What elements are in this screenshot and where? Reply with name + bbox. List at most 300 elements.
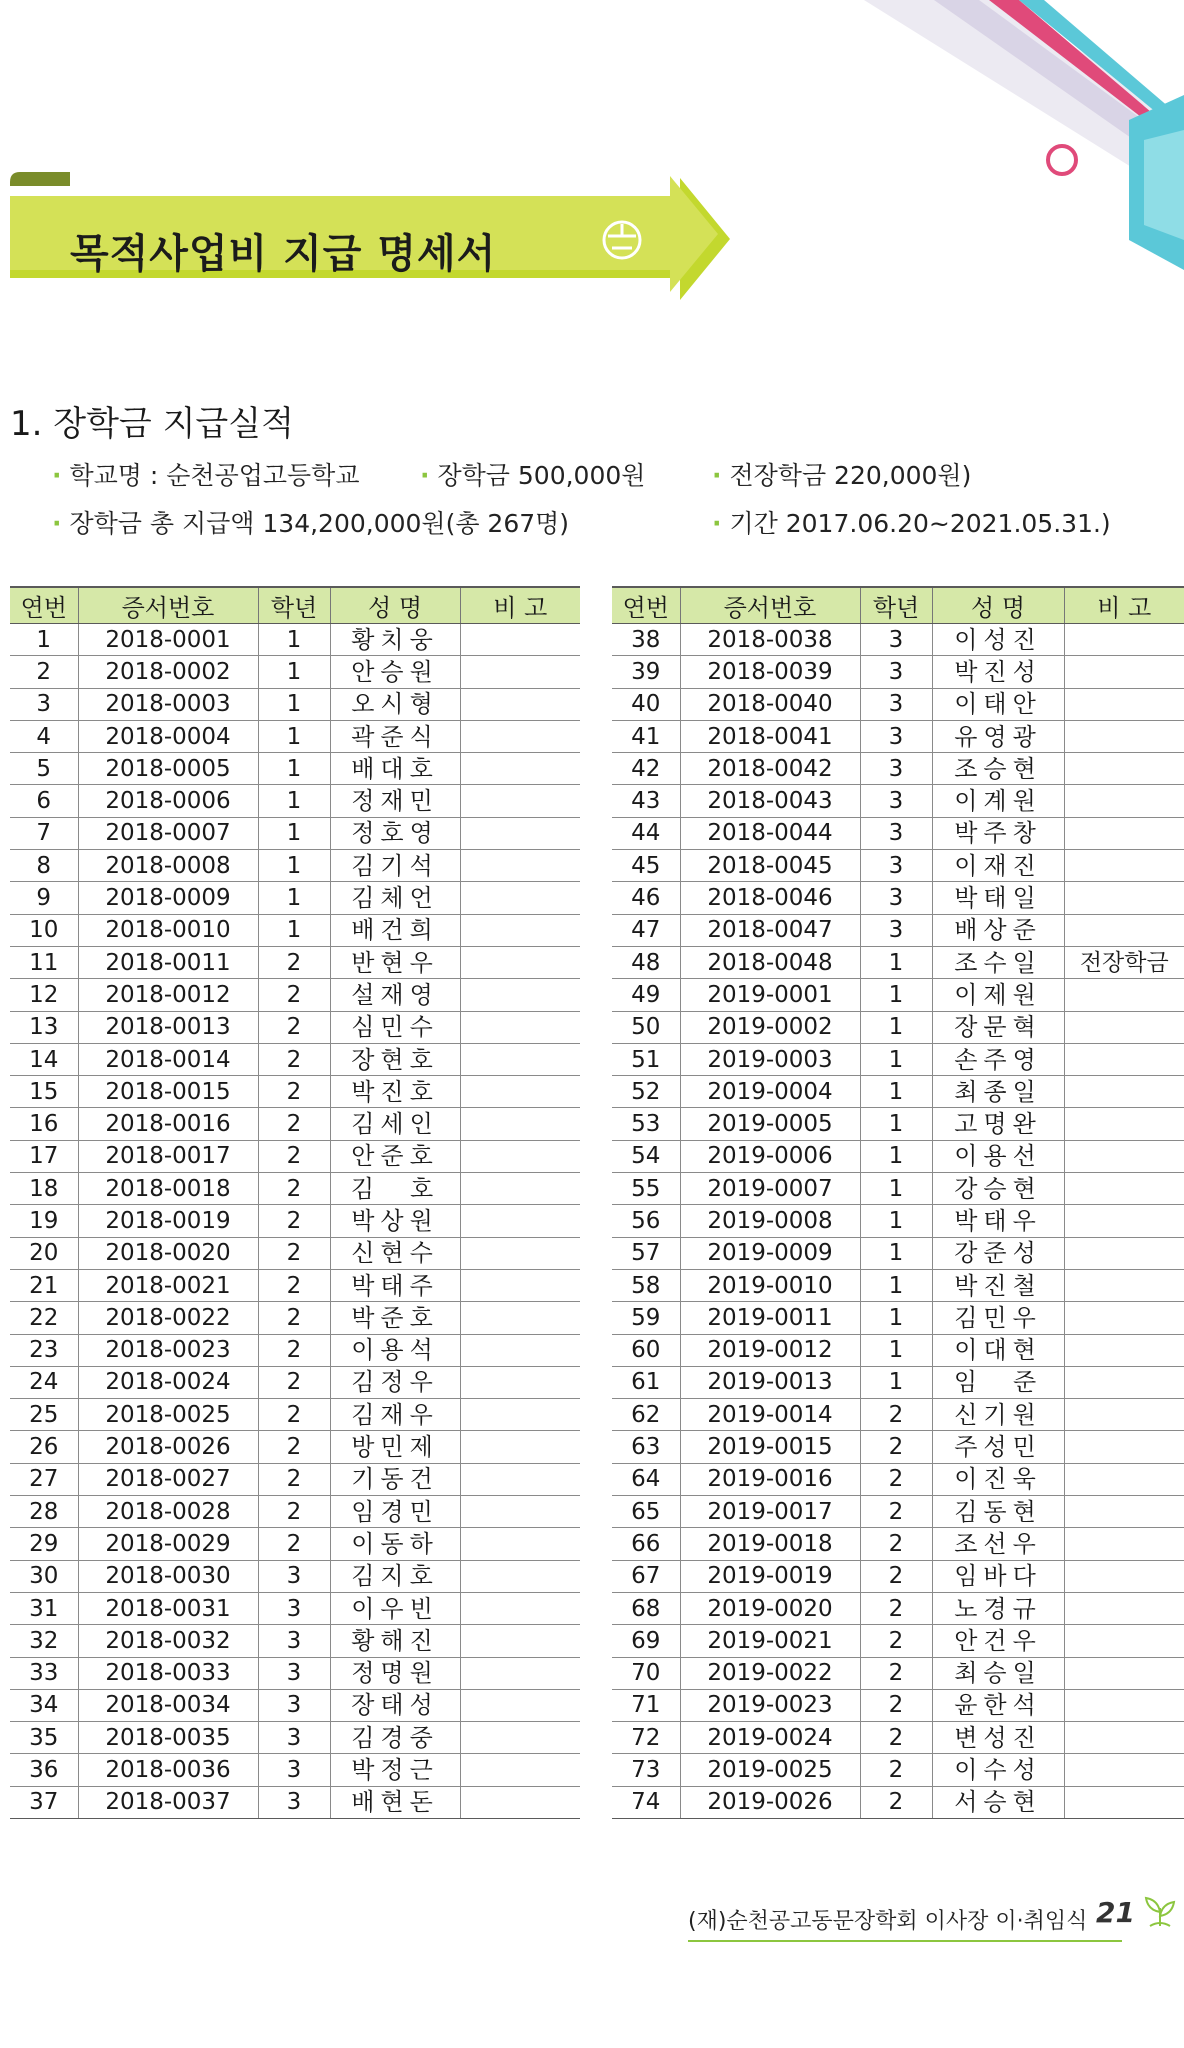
- cell-note: [460, 1722, 580, 1754]
- cell-grade: 2: [860, 1754, 932, 1786]
- cell-cert-number: 2018-0007: [78, 817, 258, 849]
- cell-cert-number: 2018-0032: [78, 1625, 258, 1657]
- cell-grade: 1: [258, 817, 330, 849]
- cell-cert-number: 2019-0014: [680, 1399, 860, 1431]
- table-row: [612, 624, 1184, 656]
- cell-name: 이우빈: [330, 1592, 460, 1624]
- cell-no: 44: [612, 817, 680, 849]
- table-row: [612, 1173, 1184, 1205]
- cell-cert-number: 2018-0037: [78, 1786, 258, 1818]
- cell-cert-number: 2018-0009: [78, 882, 258, 914]
- cell-no: 53: [612, 1108, 680, 1140]
- cell-name: 박태주: [330, 1269, 460, 1301]
- cell-name: 배대호: [330, 753, 460, 785]
- cell-no: 38: [612, 624, 680, 656]
- cell-name: 강승현: [932, 1173, 1064, 1205]
- cell-name: 이수성: [932, 1754, 1064, 1786]
- cell-cert-number: 2018-0003: [78, 688, 258, 720]
- info-full-scholarship: · 전장학금 220,000원): [712, 461, 972, 490]
- cell-cert-number: 2018-0004: [78, 720, 258, 752]
- cell-no: 5: [10, 753, 78, 785]
- cell-note: [460, 946, 580, 978]
- table-row: [10, 1625, 580, 1657]
- cell-grade: 3: [258, 1754, 330, 1786]
- table-row: [10, 1528, 580, 1560]
- cell-name: 김정우: [330, 1366, 460, 1398]
- cell-note: [460, 785, 580, 817]
- cell-note: [1064, 979, 1184, 1011]
- cell-grade: 3: [258, 1689, 330, 1721]
- table-row: [10, 1463, 580, 1495]
- cell-name: 김기석: [330, 850, 460, 882]
- table-row: [612, 753, 1184, 785]
- cell-note: [1064, 624, 1184, 656]
- cell-no: 70: [612, 1657, 680, 1689]
- cell-note: [1064, 1657, 1184, 1689]
- cell-cert-number: 2018-0023: [78, 1334, 258, 1366]
- cell-name: 임바다: [932, 1560, 1064, 1592]
- cell-note: [460, 1592, 580, 1624]
- table-row: [10, 720, 580, 752]
- table-row: [10, 1560, 580, 1592]
- cell-no: 32: [10, 1625, 78, 1657]
- cell-note: [1064, 688, 1184, 720]
- table-row: [612, 1334, 1184, 1366]
- cell-cert-number: 2019-0001: [680, 979, 860, 1011]
- cell-note: [460, 1560, 580, 1592]
- cell-no: 21: [10, 1269, 78, 1301]
- cell-grade: 2: [860, 1689, 932, 1721]
- cell-note: [1064, 1269, 1184, 1301]
- table-row: [10, 1108, 580, 1140]
- cell-note: [460, 882, 580, 914]
- table-row: [612, 850, 1184, 882]
- cell-note: [1064, 1399, 1184, 1431]
- cell-name: 서승현: [932, 1786, 1064, 1818]
- cell-note: [460, 1076, 580, 1108]
- cell-name: 박태우: [932, 1205, 1064, 1237]
- cell-cert-number: 2019-0002: [680, 1011, 860, 1043]
- table-row: [10, 785, 580, 817]
- cell-cert-number: 2018-0020: [78, 1237, 258, 1269]
- cell-grade: 1: [860, 946, 932, 978]
- cell-grade: 2: [258, 1011, 330, 1043]
- cell-grade: 3: [860, 720, 932, 752]
- cell-name: 정재민: [330, 785, 460, 817]
- table-row: [10, 1334, 580, 1366]
- table-row: [10, 882, 580, 914]
- cell-cert-number: 2019-0016: [680, 1463, 860, 1495]
- cell-no: 45: [612, 850, 680, 882]
- cell-no: 18: [10, 1173, 78, 1205]
- cell-name: 이계원: [932, 785, 1064, 817]
- cell-note: [460, 817, 580, 849]
- cell-note: [1064, 817, 1184, 849]
- cell-grade: 2: [258, 1140, 330, 1172]
- cell-cert-number: 2018-0034: [78, 1689, 258, 1721]
- table-row: [10, 979, 580, 1011]
- col-header-cert: 증서번호: [78, 587, 258, 624]
- cell-grade: 2: [258, 1269, 330, 1301]
- table-row: [612, 1657, 1184, 1689]
- cell-cert-number: 2019-0003: [680, 1043, 860, 1075]
- cell-grade: 2: [258, 1076, 330, 1108]
- cell-grade: 2: [860, 1463, 932, 1495]
- cell-cert-number: 2018-0002: [78, 656, 258, 688]
- cell-grade: 3: [860, 688, 932, 720]
- cell-grade: 2: [860, 1431, 932, 1463]
- table-row: [612, 720, 1184, 752]
- cell-cert-number: 2018-0043: [680, 785, 860, 817]
- banner-title: 목적사업비 지급 명세서: [70, 231, 497, 277]
- cell-cert-number: 2018-0015: [78, 1076, 258, 1108]
- cell-grade: 2: [258, 1366, 330, 1398]
- cell-name: 배현돈: [330, 1786, 460, 1818]
- cell-note: [1064, 1140, 1184, 1172]
- cell-name: 김체언: [330, 882, 460, 914]
- cell-cert-number: 2018-0029: [78, 1528, 258, 1560]
- cell-no: 55: [612, 1173, 680, 1205]
- cell-grade: 1: [860, 1011, 932, 1043]
- cell-name: 김재우: [330, 1399, 460, 1431]
- cell-no: 10: [10, 914, 78, 946]
- cell-no: 61: [612, 1366, 680, 1398]
- cell-grade: 2: [258, 979, 330, 1011]
- cell-note: [1064, 1334, 1184, 1366]
- col-header-no: 연번: [10, 587, 78, 624]
- cell-grade: 2: [258, 1237, 330, 1269]
- cell-note: [460, 1366, 580, 1398]
- cell-cert-number: 2018-0042: [680, 753, 860, 785]
- cell-grade: 2: [258, 1302, 330, 1334]
- table-row: [612, 1463, 1184, 1495]
- cell-no: 9: [10, 882, 78, 914]
- cell-note: [1064, 850, 1184, 882]
- table-row: [612, 1399, 1184, 1431]
- cell-name: 이제원: [932, 979, 1064, 1011]
- cell-note: [1064, 914, 1184, 946]
- cell-cert-number: 2019-0011: [680, 1302, 860, 1334]
- cell-note: [1064, 656, 1184, 688]
- table-row: [10, 656, 580, 688]
- table-row: [10, 1011, 580, 1043]
- table-row: [10, 1496, 580, 1528]
- table-row: [612, 914, 1184, 946]
- cell-note: [1064, 785, 1184, 817]
- cell-cert-number: 2018-0047: [680, 914, 860, 946]
- cell-cert-number: 2018-0005: [78, 753, 258, 785]
- cell-grade: 3: [860, 656, 932, 688]
- cell-note: [460, 1754, 580, 1786]
- cell-no: 67: [612, 1560, 680, 1592]
- cell-name: 주성민: [932, 1431, 1064, 1463]
- table-row: [612, 1237, 1184, 1269]
- cell-note: [460, 1108, 580, 1140]
- cell-name: 박준호: [330, 1302, 460, 1334]
- cell-no: 28: [10, 1496, 78, 1528]
- table-row: [10, 688, 580, 720]
- cell-name: 오시형: [330, 688, 460, 720]
- cell-cert-number: 2018-0022: [78, 1302, 258, 1334]
- cell-no: 49: [612, 979, 680, 1011]
- cell-grade: 2: [258, 1496, 330, 1528]
- cell-no: 39: [612, 656, 680, 688]
- cell-note: [460, 1205, 580, 1237]
- cell-grade: 1: [860, 979, 932, 1011]
- cell-name: 정호영: [330, 817, 460, 849]
- cell-grade: 2: [258, 1108, 330, 1140]
- cell-note: [460, 979, 580, 1011]
- cell-note: [460, 1140, 580, 1172]
- table-row: [10, 1592, 580, 1624]
- cell-grade: 3: [258, 1657, 330, 1689]
- cell-name: 박태일: [932, 882, 1064, 914]
- cell-cert-number: 2018-0016: [78, 1108, 258, 1140]
- cell-no: 15: [10, 1076, 78, 1108]
- cell-name: 배건희: [330, 914, 460, 946]
- cell-no: 56: [612, 1205, 680, 1237]
- cell-no: 19: [10, 1205, 78, 1237]
- cell-grade: 3: [860, 850, 932, 882]
- cell-name: 설재영: [330, 979, 460, 1011]
- cell-no: 4: [10, 720, 78, 752]
- cell-name: 김동현: [932, 1496, 1064, 1528]
- cell-name: 이태안: [932, 688, 1064, 720]
- cell-name: 장문혁: [932, 1011, 1064, 1043]
- cell-no: 7: [10, 817, 78, 849]
- cell-note: [1064, 1560, 1184, 1592]
- table-header-row: [612, 587, 1184, 624]
- cell-no: 16: [10, 1108, 78, 1140]
- cell-no: 63: [612, 1431, 680, 1463]
- cell-no: 58: [612, 1269, 680, 1301]
- table-row: [612, 1302, 1184, 1334]
- cell-no: 43: [612, 785, 680, 817]
- cell-grade: 3: [258, 1592, 330, 1624]
- cell-note: [460, 1657, 580, 1689]
- cell-cert-number: 2019-0008: [680, 1205, 860, 1237]
- cell-grade: 1: [258, 656, 330, 688]
- col-header-name: 성 명: [932, 587, 1064, 624]
- cell-grade: 1: [860, 1269, 932, 1301]
- cell-no: 62: [612, 1399, 680, 1431]
- cell-note: [460, 850, 580, 882]
- cell-note: [460, 720, 580, 752]
- cell-grade: 2: [860, 1560, 932, 1592]
- cell-note: [1064, 1076, 1184, 1108]
- cell-name: 최승일: [932, 1657, 1064, 1689]
- cell-grade: 2: [860, 1657, 932, 1689]
- cell-note: [460, 624, 580, 656]
- cell-grade: 3: [860, 753, 932, 785]
- cell-note: [460, 1334, 580, 1366]
- cell-cert-number: 2019-0024: [680, 1722, 860, 1754]
- cell-note: [1064, 882, 1184, 914]
- cell-no: 69: [612, 1625, 680, 1657]
- cell-name: 변성진: [932, 1722, 1064, 1754]
- table-row: [10, 1689, 580, 1721]
- cell-no: 22: [10, 1302, 78, 1334]
- cell-cert-number: 2019-0026: [680, 1786, 860, 1818]
- cell-no: 1: [10, 624, 78, 656]
- cell-name: 기동건: [330, 1463, 460, 1495]
- cell-note: [460, 1496, 580, 1528]
- cell-grade: 1: [860, 1043, 932, 1075]
- page-number: 21: [1096, 1896, 1135, 1929]
- cell-note: [1064, 1689, 1184, 1721]
- cell-cert-number: 2018-0028: [78, 1496, 258, 1528]
- table-row: [612, 1108, 1184, 1140]
- cell-grade: 1: [860, 1237, 932, 1269]
- col-header-note: 비 고: [1064, 587, 1184, 624]
- cell-note: [1064, 1754, 1184, 1786]
- table-row: [612, 1592, 1184, 1624]
- col-header-cert: 증서번호: [680, 587, 860, 624]
- cell-no: 68: [612, 1592, 680, 1624]
- cell-note: [460, 1237, 580, 1269]
- cell-grade: 3: [860, 785, 932, 817]
- table-row: [10, 850, 580, 882]
- cell-cert-number: 2018-0010: [78, 914, 258, 946]
- cell-note: [1064, 1463, 1184, 1495]
- cell-no: 12: [10, 979, 78, 1011]
- cell-no: 30: [10, 1560, 78, 1592]
- cell-name: 장현호: [330, 1043, 460, 1075]
- cell-note: [1064, 1108, 1184, 1140]
- table-row: [10, 1754, 580, 1786]
- cell-grade: 2: [860, 1399, 932, 1431]
- cell-cert-number: 2018-0014: [78, 1043, 258, 1075]
- cell-note: [460, 1399, 580, 1431]
- cell-no: 73: [612, 1754, 680, 1786]
- cell-name: 손주영: [932, 1043, 1064, 1075]
- cell-name: 김세인: [330, 1108, 460, 1140]
- table-row: [10, 1657, 580, 1689]
- cell-note: [460, 1011, 580, 1043]
- table-row: [612, 1496, 1184, 1528]
- cell-name: 유영광: [932, 720, 1064, 752]
- cell-cert-number: 2019-0019: [680, 1560, 860, 1592]
- cell-no: 65: [612, 1496, 680, 1528]
- table-row: [10, 1205, 580, 1237]
- cell-no: 40: [612, 688, 680, 720]
- cell-grade: 2: [258, 1043, 330, 1075]
- cell-note: [460, 1528, 580, 1560]
- table-row: [10, 1786, 580, 1818]
- cell-grade: 2: [258, 1528, 330, 1560]
- cell-note: [1064, 1043, 1184, 1075]
- corner-decoration: [804, 0, 1184, 280]
- cell-grade: 1: [860, 1173, 932, 1205]
- cell-cert-number: 2019-0009: [680, 1237, 860, 1269]
- cell-name: 고명완: [932, 1108, 1064, 1140]
- cell-cert-number: 2019-0021: [680, 1625, 860, 1657]
- table-row: [612, 1140, 1184, 1172]
- col-header-grade: 학년: [860, 587, 932, 624]
- cell-grade: 1: [860, 1076, 932, 1108]
- cell-name: 임 준: [932, 1366, 1064, 1398]
- cell-no: 26: [10, 1431, 78, 1463]
- cell-grade: 1: [258, 914, 330, 946]
- table-row: [612, 946, 1184, 978]
- cell-grade: 3: [258, 1722, 330, 1754]
- table-row: [612, 1786, 1184, 1818]
- cell-note: [1064, 1496, 1184, 1528]
- cell-no: 74: [612, 1786, 680, 1818]
- cell-name: 최종일: [932, 1076, 1064, 1108]
- cell-grade: 1: [258, 720, 330, 752]
- cell-grade: 2: [860, 1722, 932, 1754]
- cell-grade: 2: [860, 1625, 932, 1657]
- cell-name: 이용석: [330, 1334, 460, 1366]
- cell-grade: 3: [860, 882, 932, 914]
- cell-cert-number: 2018-0048: [680, 946, 860, 978]
- table-row: [10, 1043, 580, 1075]
- table-left-wrap: [10, 586, 580, 1819]
- cell-no: 47: [612, 914, 680, 946]
- cell-cert-number: 2018-0001: [78, 624, 258, 656]
- cell-grade: 1: [860, 1334, 932, 1366]
- cell-cert-number: 2018-0008: [78, 850, 258, 882]
- cell-name: 노경규: [932, 1592, 1064, 1624]
- cell-grade: 1: [258, 882, 330, 914]
- cell-grade: 1: [258, 624, 330, 656]
- leaf-icon: [1140, 1890, 1180, 1930]
- cell-cert-number: 2018-0027: [78, 1463, 258, 1495]
- cell-grade: 1: [860, 1205, 932, 1237]
- footer-text: (재)순천공고동문장학회 이사장 이·취임식: [688, 1909, 1088, 1934]
- cell-grade: 1: [258, 850, 330, 882]
- table-row: [10, 1366, 580, 1398]
- cell-cert-number: 2019-0020: [680, 1592, 860, 1624]
- table-row: [10, 753, 580, 785]
- cell-cert-number: 2019-0022: [680, 1657, 860, 1689]
- cell-grade: 1: [860, 1140, 932, 1172]
- cell-cert-number: 2018-0021: [78, 1269, 258, 1301]
- cell-cert-number: 2018-0044: [680, 817, 860, 849]
- bullet-dot-icon: ·: [52, 461, 62, 490]
- cell-name: 이재진: [932, 850, 1064, 882]
- cell-no: 33: [10, 1657, 78, 1689]
- table-row: [612, 882, 1184, 914]
- cell-cert-number: 2018-0030: [78, 1560, 258, 1592]
- table-header-row: [10, 587, 580, 624]
- cell-name: 박상원: [330, 1205, 460, 1237]
- cell-no: 46: [612, 882, 680, 914]
- cell-cert-number: 2018-0006: [78, 785, 258, 817]
- cell-no: 25: [10, 1399, 78, 1431]
- table-right-wrap: [612, 586, 1184, 1819]
- table-row: [10, 1431, 580, 1463]
- cell-cert-number: 2018-0017: [78, 1140, 258, 1172]
- cell-cert-number: 2018-0018: [78, 1173, 258, 1205]
- cell-note: [1064, 1366, 1184, 1398]
- cell-name: 박진철: [932, 1269, 1064, 1301]
- cell-name: 이용선: [932, 1140, 1064, 1172]
- cell-no: 64: [612, 1463, 680, 1495]
- cell-grade: 3: [258, 1625, 330, 1657]
- cell-name: 김 호: [330, 1173, 460, 1205]
- cell-cert-number: 2019-0005: [680, 1108, 860, 1140]
- cell-cert-number: 2018-0038: [680, 624, 860, 656]
- cell-no: 37: [10, 1786, 78, 1818]
- cell-no: 20: [10, 1237, 78, 1269]
- bullet-dot-icon: ·: [420, 461, 430, 490]
- cell-name: 이대현: [932, 1334, 1064, 1366]
- cell-name: 방민제: [330, 1431, 460, 1463]
- cell-cert-number: 2019-0017: [680, 1496, 860, 1528]
- cell-name: 이진욱: [932, 1463, 1064, 1495]
